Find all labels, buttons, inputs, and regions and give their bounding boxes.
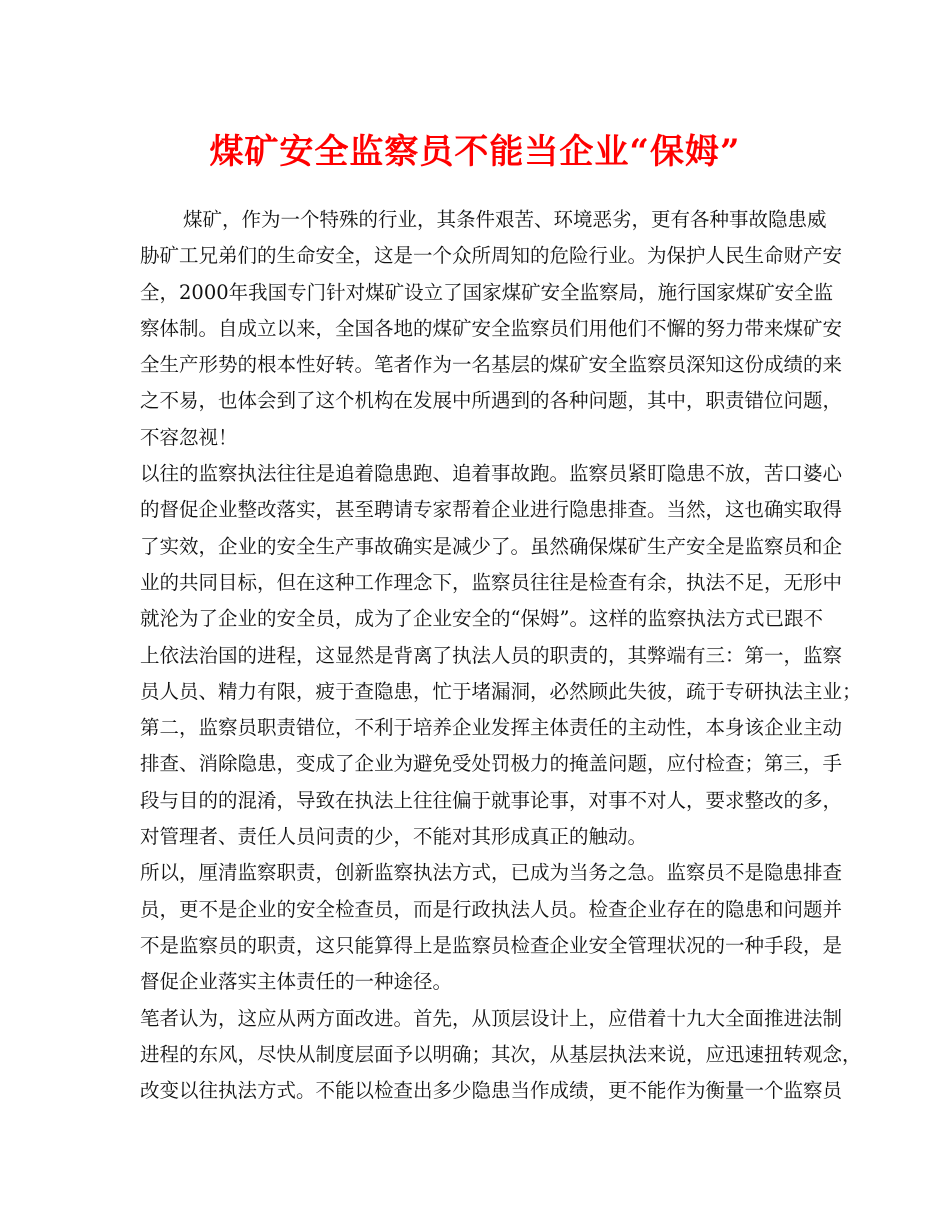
body-line: 了实效，企业的安全生产事故确实是减少了。虽然确保煤矿生产安全是监察员和企 xyxy=(140,534,843,558)
body-line: 就沦为了企业的安全员，成为了企业安全的“保姆”。这样的监察执法方式已跟不 xyxy=(140,607,823,631)
body-line: 段与目的的混淆，导致在执法上往往偏于就事论事，对事不对人，要求整改的多， xyxy=(140,788,843,812)
document-title: 煤矿安全监察员不能当企业“保姆” xyxy=(209,132,741,172)
body-line: 不是监察员的职责，这只能算得上是监察员检查企业安全管理状况的一种手段，是 xyxy=(140,933,843,957)
body-line: 察体制。自成立以来，全国各地的煤矿安全监察员们用他们不懈的努力带来煤矿安 xyxy=(140,316,843,340)
body-line: 以往的监察执法往往是追着隐患跑、追着事故跑。监察员紧盯隐患不放，苦口婆心 xyxy=(140,462,843,486)
body-line: 排查、消除隐患，变成了企业为避免受处罚极力的掩盖问题，应付检查；第三，手 xyxy=(140,752,843,776)
body-line: 员，更不是企业的安全检查员，而是行政执法人员。检查企业存在的隐患和问题并 xyxy=(140,897,843,921)
body-line: 煤矿，作为一个特殊的行业，其条件艰苦、环境恶劣，更有各种事故隐患威 xyxy=(183,208,827,231)
body-line: 的督促企业整改落实，甚至聘请专家帮着企业进行隐患排查。当然，这也确实取得 xyxy=(140,498,843,522)
body-line: 所以，厘清监察职责，创新监察执法方式，已成为当务之急。监察员不是隐患排查 xyxy=(140,861,843,885)
body-line: 不容忽视！ xyxy=(140,425,238,449)
article-body xyxy=(140,202,862,1109)
body-line: 之不易，也体会到了这个机构在发展中所遇到的各种问题，其中，职责错位问题， xyxy=(140,389,843,413)
body-line: 改变以往执法方式。不能以检查出多少隐患当作成绩，更不能作为衡量一个监察员 xyxy=(140,1079,843,1103)
body-line: 进程的东风，尽快从制度层面予以明确；其次，从基层执法来说，应迅速扭转观念， xyxy=(140,1042,862,1066)
body-line: 全，2000年我国专门针对煤矿设立了国家煤矿安全监察局，施行国家煤矿安全监 xyxy=(140,280,834,304)
body-line: 对管理者、责任人员问责的少，不能对其形成真正的触动。 xyxy=(140,825,648,849)
body-line: 督促企业落实主体责任的一种途径。 xyxy=(140,970,453,994)
body-line: 员人员、精力有限，疲于查隐患，忙于堵漏洞，必然顾此失彼，疏于专研执法主业； xyxy=(140,679,862,703)
body-line: 胁矿工兄弟们的生命安全，这是一个众所周知的危险行业。为保护人民生命财产安 xyxy=(140,244,843,268)
body-line: 笔者认为，这应从两方面改进。首先，从顶层设计上，应借着十九大全面推进法制 xyxy=(140,1006,843,1030)
body-line: 上依法治国的进程，这显然是背离了执法人员的职责的，其弊端有三：第一，监察 xyxy=(140,643,843,667)
body-line: 业的共同目标，但在这种工作理念下，监察员往往是检查有余，执法不足，无形中 xyxy=(140,570,843,594)
body-line: 第二，监察员职责错位，不利于培养企业发挥主体责任的主动性，本身该企业主动 xyxy=(140,716,843,740)
body-line: 全生产形势的根本性好转。笔者作为一名基层的煤矿安全监察员深知这份成绩的来 xyxy=(140,353,843,377)
